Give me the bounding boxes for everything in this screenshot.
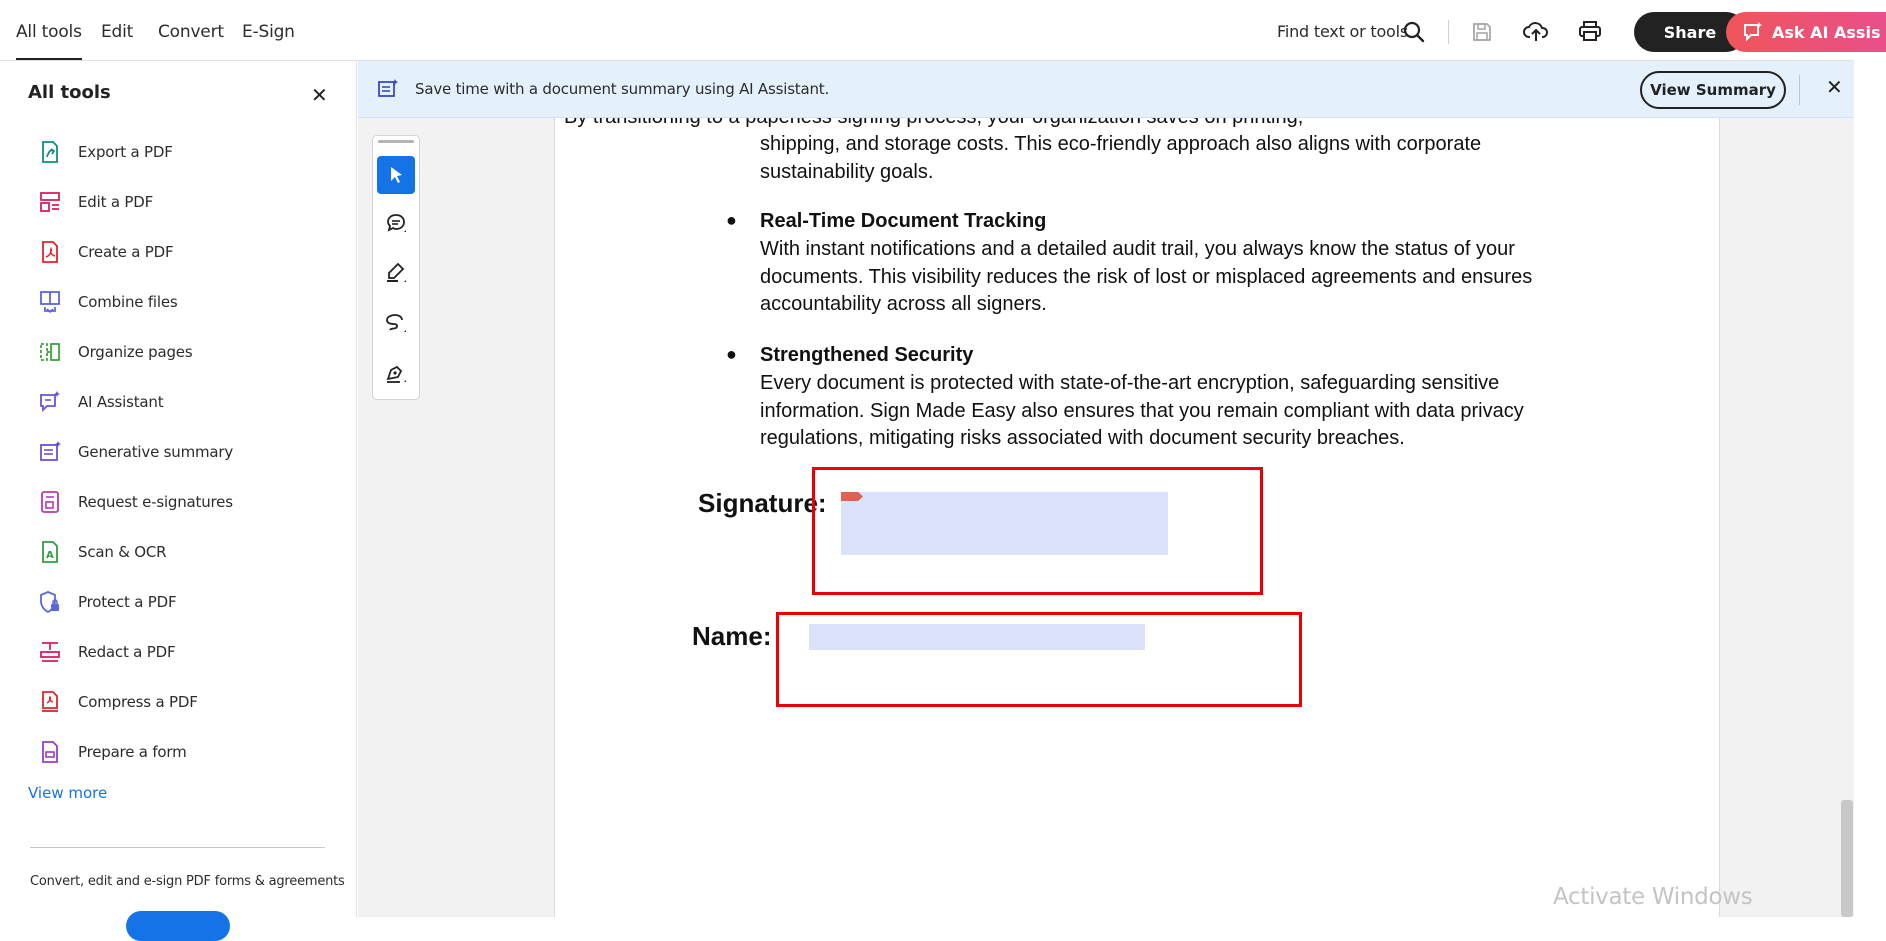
tool-protect-pdf[interactable]	[38, 587, 338, 617]
paragraph-line: Every document is protected with state-of-the-art encryption, safeguarding sensitive	[760, 372, 1500, 394]
tool-scan-ocr[interactable]	[38, 537, 338, 567]
print-icon[interactable]	[1578, 20, 1602, 42]
tool-request-esignatures[interactable]	[38, 487, 338, 517]
redact-pdf-icon	[38, 640, 62, 664]
tool-compress-pdf[interactable]	[38, 687, 338, 717]
signature-field[interactable]	[841, 492, 1168, 555]
annotation-toolbox	[372, 135, 420, 400]
tool-combine-files[interactable]	[38, 287, 338, 317]
name-field[interactable]	[809, 624, 1145, 650]
tool-label: Prepare a form	[78, 743, 187, 761]
edit-pdf-icon	[38, 190, 62, 214]
tool-label: Organize pages	[78, 343, 193, 361]
draw-tool-icon	[384, 311, 408, 335]
signature-label: Signature:	[698, 488, 827, 518]
comment-tool-button[interactable]	[377, 204, 415, 242]
bullet-point: ●	[726, 344, 737, 364]
upload-cloud-icon[interactable]	[1523, 19, 1549, 43]
banner-message: Save time with a document summary using AI Assistant.	[415, 80, 830, 98]
create-pdf-icon	[38, 240, 62, 264]
panel-divider	[30, 847, 325, 848]
tool-generative-summary[interactable]	[38, 437, 338, 467]
tab-esign[interactable]: E-Sign	[242, 22, 295, 42]
tool-label: Scan & OCR	[78, 543, 167, 561]
tool-export-pdf[interactable]	[38, 137, 338, 167]
sign-tool-button[interactable]	[377, 354, 415, 392]
select-tool-button[interactable]	[377, 156, 415, 194]
view-more-link[interactable]: View more	[28, 784, 108, 802]
export-pdf-icon	[38, 140, 62, 164]
panel-title: All tools	[28, 82, 111, 103]
bullet-point: ●	[726, 210, 737, 230]
toolbar-divider	[1448, 20, 1449, 44]
paragraph-line: regulations, mitigating risks associated with document security breaches.	[760, 427, 1405, 449]
tool-ai-assistant[interactable]	[38, 387, 338, 417]
banner-divider	[1799, 75, 1800, 105]
ai-assistant-icon	[38, 390, 62, 414]
ai-assistant-icon	[1742, 21, 1764, 43]
find-text-or-tools[interactable]: Find text or tools	[1277, 22, 1409, 41]
ai-summary-banner	[358, 61, 1854, 118]
tool-label: Combine files	[78, 293, 178, 311]
scan-ocr-icon	[38, 540, 62, 564]
tool-label: Redact a PDF	[78, 643, 176, 661]
tool-label: Export a PDF	[78, 143, 173, 161]
search-icon[interactable]	[1403, 21, 1425, 43]
tool-prepare-form[interactable]	[38, 737, 338, 767]
tool-redact-pdf[interactable]	[38, 637, 338, 667]
tab-convert[interactable]: Convert	[158, 22, 224, 42]
tab-edit[interactable]: Edit	[101, 22, 134, 42]
protect-pdf-icon	[38, 590, 62, 614]
paragraph-line: sustainability goals.	[760, 160, 934, 183]
share-button[interactable]: Share	[1634, 12, 1746, 52]
bullet-heading: Strengthened Security	[760, 344, 974, 366]
document-paragraph	[760, 236, 1580, 319]
top-toolbar	[0, 0, 1881, 61]
close-banner-icon[interactable]: ✕	[1826, 75, 1843, 99]
comment-tool-icon	[384, 211, 408, 235]
name-label: Name:	[692, 621, 772, 651]
svg-text:A: A	[46, 550, 54, 561]
tool-label: Create a PDF	[78, 243, 174, 261]
combine-files-icon	[38, 290, 62, 314]
document-paragraph	[760, 131, 1580, 186]
paragraph-line: shipping, and storage costs. This eco-friendly approach also aligns with corporate	[760, 133, 1482, 155]
tab-all-tools[interactable]: All tools	[16, 22, 82, 42]
vertical-scrollbar[interactable]	[1839, 61, 1854, 917]
tool-label: Generative summary	[78, 443, 234, 461]
panel-footer-button[interactable]	[126, 911, 230, 941]
ask-ai-assistant-button[interactable]	[1726, 12, 1886, 52]
document-paragraph	[760, 370, 1580, 453]
spacer	[0, 61, 1, 62]
tool-label: Compress a PDF	[78, 693, 198, 711]
ask-ai-label: Ask AI Assis	[1772, 22, 1881, 42]
compress-pdf-icon	[38, 690, 62, 714]
all-tools-panel	[0, 61, 357, 917]
sign-tool-icon	[384, 361, 408, 385]
tool-label: AI Assistant	[78, 393, 164, 411]
panel-footer-text: Convert, edit and e-sign PDF forms & agreements	[30, 874, 345, 889]
highlight-tool-button[interactable]	[377, 254, 415, 292]
request-esignatures-icon	[38, 490, 62, 514]
tool-label: Protect a PDF	[78, 593, 177, 611]
bullet-heading: Real-Time Document Tracking	[760, 210, 1047, 232]
tool-create-pdf[interactable]	[38, 237, 338, 267]
draw-tool-button[interactable]	[377, 304, 415, 342]
view-summary-button[interactable]: View Summary	[1640, 71, 1786, 109]
select-tool-icon	[386, 164, 406, 186]
paragraph-line: documents. This visibility reduces the risk of lost or misplaced agreements and ensures	[760, 265, 1533, 288]
close-panel-icon[interactable]: ✕	[311, 83, 328, 107]
windows-activation-watermark: Activate Windows	[1553, 884, 1753, 910]
paragraph-line: With instant notifications and a detailed audit trail, you always know the status of your	[760, 238, 1515, 260]
organize-pages-icon	[38, 340, 62, 364]
paragraph-line: accountability across all signers.	[760, 293, 1047, 315]
tool-label: Edit a PDF	[78, 193, 153, 211]
generative-summary-icon	[38, 440, 62, 464]
tool-label: Request e-signatures	[78, 493, 233, 511]
drag-handle[interactable]	[378, 140, 414, 143]
generative-summary-icon	[377, 78, 399, 100]
highlight-tool-icon	[384, 261, 408, 285]
save-icon[interactable]	[1471, 21, 1493, 43]
scrollbar-thumb[interactable]	[1841, 800, 1853, 917]
tool-edit-pdf[interactable]	[38, 187, 338, 217]
paragraph-line: information. Sign Made Easy also ensures that you remain compliant with data privacy	[760, 399, 1524, 422]
prepare-form-icon	[38, 740, 62, 764]
tool-organize-pages[interactable]	[38, 337, 338, 367]
